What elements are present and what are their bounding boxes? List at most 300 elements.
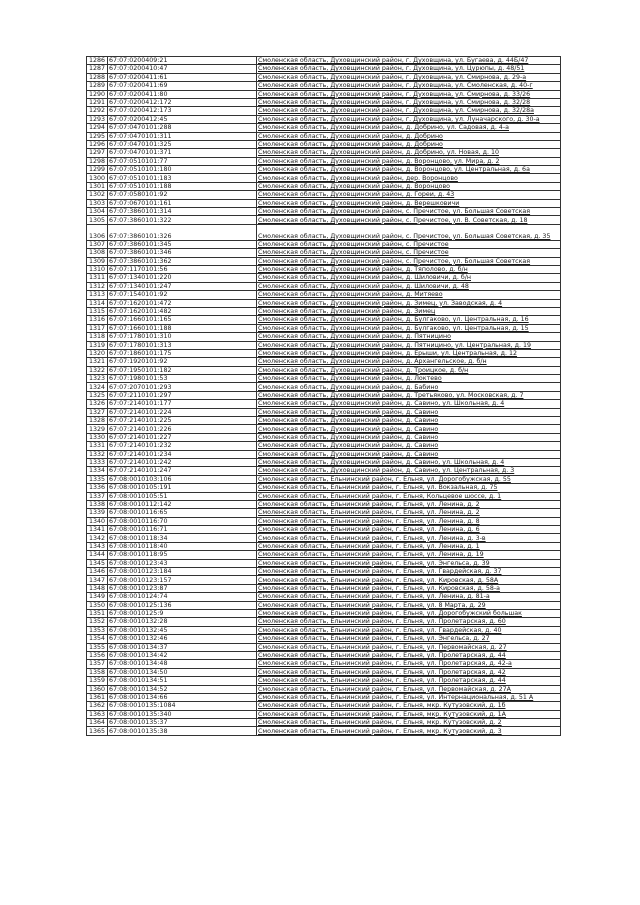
address-cell: Смоленская область, Ельнинский район, г. Ельня, ул. Пролетарская, д. 60 — [257, 618, 561, 626]
table-row — [87, 400, 561, 408]
cadastral-number-cell: 67:07:0510101:77 — [108, 157, 257, 165]
table-row — [87, 635, 561, 643]
table-row — [87, 333, 561, 341]
address-cell: Смоленская область, Ельнинский район, г. Ельня, ул. Пролетарская, д. 42-а — [257, 660, 561, 668]
table-row — [87, 140, 561, 148]
cadastral-number-cell: 67:07:1920101:92 — [108, 358, 257, 366]
table-row — [87, 534, 561, 542]
table-row — [87, 166, 561, 174]
cadastral-number-cell: 67:07:2140101:224 — [108, 408, 257, 416]
row-number-cell: 1298 — [87, 157, 108, 165]
table-row — [87, 316, 561, 324]
row-number-cell: 1301 — [87, 182, 108, 190]
cadastral-number-cell: 67:07:3860101:314 — [108, 208, 257, 216]
row-number-cell: 1330 — [87, 433, 108, 441]
cadastral-number-cell: 67:07:0510101:183 — [108, 174, 257, 182]
address-cell: Смоленская область, Духовщинский район, д. Архангельское, д. б/н — [257, 358, 561, 366]
cadastral-number-cell: 67:07:2140101:227 — [108, 433, 257, 441]
address-cell: Смоленская область, Духовщинский район, г. Духовщина, ул. Смоленская, д. 40-г — [257, 82, 561, 90]
table-row — [87, 559, 561, 567]
row-number-cell: 1335 — [87, 475, 108, 483]
address-cell: Смоленская область, Духовщинский район, г. Духовщина, ул. Смирнова, д. 33/26 — [257, 90, 561, 98]
address-cell: Смоленская область, Духовщинский район, д. Добрино — [257, 132, 561, 140]
table-row — [87, 82, 561, 90]
address-cell: Смоленская область, Духовщинский район, д. Бабино — [257, 383, 561, 391]
row-number-cell: 1304 — [87, 208, 108, 216]
cadastral-number-cell: 67:07:1860101:175 — [108, 349, 257, 357]
address-cell: Смоленская область, Духовщинский район, с. Пречистое — [257, 249, 561, 257]
address-cell: Смоленская область, Духовщинский район, д. Добрино — [257, 140, 561, 148]
address-cell: Смоленская область, Духовщинский район, д. Савино — [257, 433, 561, 441]
table-row — [87, 224, 561, 240]
address-cell: Смоленская область, Духовщинский район, д. Савино, ул. Центральная, д. 3 — [257, 467, 561, 475]
address-cell: Смоленская область, Духовщинский район, д. Савино, ул. Школьная, д. 4 — [257, 400, 561, 408]
cadastral-number-cell: 67:08:0010123:157 — [108, 576, 257, 584]
cadastral-number-cell: 67:08:0010135:340 — [108, 710, 257, 718]
address-cell: Смоленская область, Духовщинский район, г. Духовщина, ул. Смирнова, д. 32/28 — [257, 98, 561, 106]
table-row — [87, 408, 561, 416]
address-cell: Смоленская область, Ельнинский район, г. Ельня, ул. Ленина, д. 3-в — [257, 534, 561, 542]
address-cell: Смоленская область, Духовщинский район, д. Пятницино, ул. Центральная, д. 19 — [257, 341, 561, 349]
row-number-cell: 1296 — [87, 140, 108, 148]
address-cell: Смоленская область, Ельнинский район, г. Ельня, мкр. Кутузовский, д. 1б — [257, 702, 561, 710]
address-cell: Смоленская область, Духовщинский район, д. Савино, ул. Школьная, д. 4 — [257, 458, 561, 466]
row-number-cell: 1349 — [87, 593, 108, 601]
table-row — [87, 124, 561, 132]
cadastral-number-cell: 67:07:3860101:346 — [108, 249, 257, 257]
address-cell: Смоленская область, Ельнинский район, г. Ельня, ул. Ленина, д. 19 — [257, 551, 561, 559]
row-number-cell: 1324 — [87, 383, 108, 391]
table-row — [87, 668, 561, 676]
row-number-cell: 1328 — [87, 417, 108, 425]
table-row — [87, 651, 561, 659]
cadastral-number-cell: 67:08:0010132:28 — [108, 618, 257, 626]
table-row — [87, 467, 561, 475]
table-row — [87, 249, 561, 257]
cadastral-number-cell: 67:08:0010135:1084 — [108, 702, 257, 710]
row-number-cell: 1347 — [87, 576, 108, 584]
row-number-cell: 1302 — [87, 191, 108, 199]
row-number-cell: 1345 — [87, 559, 108, 567]
table-row — [87, 291, 561, 299]
cadastral-number-cell: 67:07:0470101:325 — [108, 140, 257, 148]
cadastral-number-cell: 67:07:0200412:45 — [108, 115, 257, 123]
cadastral-number-cell: 67:08:0010105:191 — [108, 484, 257, 492]
table-row — [87, 526, 561, 534]
address-cell: Смоленская область, Ельнинский район, г. Ельня, ул. Дорогобужская, д. 55 — [257, 475, 561, 483]
cadastral-number-cell: 67:07:0510101:180 — [108, 166, 257, 174]
address-cell: Смоленская область, Духовщинский район, д. Шиловичи, д. 48 — [257, 282, 561, 290]
table-row — [87, 610, 561, 618]
address-cell: Смоленская область, Духовщинский район, д. Савино — [257, 425, 561, 433]
table-row — [87, 391, 561, 399]
address-cell: Смоленская область, Ельнинский район, г. Ельня, ул. Энгельса, д. 27 — [257, 635, 561, 643]
table-row — [87, 643, 561, 651]
table-row — [87, 492, 561, 500]
row-number-cell: 1297 — [87, 149, 108, 157]
table-row — [87, 677, 561, 685]
table-row — [87, 484, 561, 492]
row-number-cell: 1287 — [87, 65, 108, 73]
address-cell: Смоленская область, Ельнинский район, г. Ельня, ул. Кировская, д. 58-а — [257, 584, 561, 592]
table-row — [87, 719, 561, 727]
cadastral-number-cell: 67:07:0580101:92 — [108, 191, 257, 199]
row-number-cell: 1303 — [87, 199, 108, 207]
row-number-cell: 1363 — [87, 710, 108, 718]
row-number-cell: 1352 — [87, 618, 108, 626]
address-cell: Смоленская область, Духовщинский район, д. Воронцово — [257, 182, 561, 190]
table-row — [87, 208, 561, 216]
address-cell: Смоленская область, Духовщинский район, г. Духовщина, ул. Луначарского, д. 30-а — [257, 115, 561, 123]
table-row — [87, 307, 561, 315]
row-number-cell: 1295 — [87, 132, 108, 140]
table-row — [87, 618, 561, 626]
address-cell: Смоленская область, Ельнинский район, г. Ельня, ул. Гвардейская, д. 40 — [257, 626, 561, 634]
address-cell: Смоленская область, Духовщинский район, д. Савино — [257, 408, 561, 416]
address-cell: Смоленская область, Духовщинский район, д. Воронцово, ул. Центральная, д. 6а — [257, 166, 561, 174]
cadastral-number-cell: 67:08:0010123:87 — [108, 584, 257, 592]
cadastral-number-cell: 67:07:1950101:182 — [108, 366, 257, 374]
table-row — [87, 274, 561, 282]
table-row — [87, 660, 561, 668]
row-number-cell: 1339 — [87, 509, 108, 517]
table-row — [87, 299, 561, 307]
table-row — [87, 132, 561, 140]
row-number-cell: 1319 — [87, 341, 108, 349]
cadastral-number-cell: 67:07:1340101:220 — [108, 274, 257, 282]
table-row — [87, 710, 561, 718]
cadastral-number-cell: 67:08:0010116:71 — [108, 526, 257, 534]
cadastral-number-cell: 67:07:1780101:310 — [108, 333, 257, 341]
table-row — [87, 702, 561, 710]
row-number-cell: 1311 — [87, 274, 108, 282]
cadastral-number-cell: 67:07:1340101:247 — [108, 282, 257, 290]
address-cell: Смоленская область, Духовщинский район, с. Пречистое — [257, 240, 561, 248]
table-row — [87, 358, 561, 366]
table-row — [87, 458, 561, 466]
cadastral-number-cell: 67:08:0010118:40 — [108, 542, 257, 550]
row-number-cell: 1348 — [87, 584, 108, 592]
address-cell: Смоленская область, Ельнинский район, г. Ельня, ул. Вокзальная, д. 75 — [257, 484, 561, 492]
cadastral-number-cell: 67:07:0200411:80 — [108, 90, 257, 98]
row-number-cell: 1359 — [87, 677, 108, 685]
row-number-cell: 1331 — [87, 442, 108, 450]
cadastral-number-cell: 67:07:2070101:293 — [108, 383, 257, 391]
table-row — [87, 417, 561, 425]
row-number-cell: 1290 — [87, 90, 108, 98]
address-cell: Смоленская область, Духовщинский район, с. Пречистое, ул. Большая Советская — [257, 257, 561, 265]
address-cell: Смоленская область, Духовщинский район, с. Пречистое, ул. В. Советская, д. 18 — [257, 216, 561, 224]
table-row — [87, 593, 561, 601]
cadastral-number-cell: 67:08:0010118:34 — [108, 534, 257, 542]
address-cell: Смоленская область, Ельнинский район, г. Ельня, ул. Энгельса, д. 39 — [257, 559, 561, 567]
row-number-cell: 1305 — [87, 216, 108, 224]
row-number-cell: 1318 — [87, 333, 108, 341]
row-number-cell: 1299 — [87, 166, 108, 174]
table-row — [87, 576, 561, 584]
address-cell: Смоленская область, Духовщинский район, д. Савино — [257, 417, 561, 425]
cadastral-number-cell: 67:07:2140101:225 — [108, 417, 257, 425]
row-number-cell: 1286 — [87, 57, 108, 65]
cadastral-number-cell: 67:07:0470101:288 — [108, 124, 257, 132]
cadastral-number-cell: 67:08:0010112:142 — [108, 500, 257, 508]
table-row — [87, 257, 561, 265]
cadastral-number-cell: 67:08:0010103:106 — [108, 475, 257, 483]
cadastral-number-cell: 67:08:0010116:65 — [108, 509, 257, 517]
address-cell: Смоленская область, Духовщинский район, с. Пречистое, ул. Большая Советская, д. 35 — [257, 224, 561, 240]
address-cell: Смоленская область, Духовщинский район, д. Шиловичи, д. б/н — [257, 274, 561, 282]
cadastral-number-cell: 67:07:1980101:53 — [108, 375, 257, 383]
table-row — [87, 509, 561, 517]
table-row — [87, 551, 561, 559]
cadastral-number-cell: 67:08:0010123:184 — [108, 568, 257, 576]
address-cell: Смоленская область, Духовщинский район, д. Ерыши, ул. Центральная, д. 12 — [257, 349, 561, 357]
row-number-cell: 1341 — [87, 526, 108, 534]
table-row — [87, 568, 561, 576]
address-cell: Смоленская область, Духовщинский район, г. Духовщина, ул. Бугаева, д. 44Б/47 — [257, 57, 561, 65]
cadastral-number-cell: 67:08:0010135:37 — [108, 719, 257, 727]
table-row — [87, 500, 561, 508]
address-cell: Смоленская область, Ельнинский район, г. Ельня, ул. Пролетарская, д. 44 — [257, 651, 561, 659]
row-number-cell: 1306 — [87, 224, 108, 240]
row-number-cell: 1289 — [87, 82, 108, 90]
table-row — [87, 626, 561, 634]
cadastral-number-cell: 67:07:0470101:371 — [108, 149, 257, 157]
table-row — [87, 98, 561, 106]
cadastral-number-cell: 67:07:3860101:326 — [108, 224, 257, 240]
table-row — [87, 115, 561, 123]
table-row — [87, 366, 561, 374]
row-number-cell: 1350 — [87, 601, 108, 609]
row-number-cell: 1320 — [87, 349, 108, 357]
table-row — [87, 191, 561, 199]
table-row — [87, 685, 561, 693]
table-row — [87, 282, 561, 290]
cadastral-number-cell: 67:07:1620101:472 — [108, 299, 257, 307]
table-row — [87, 65, 561, 73]
row-number-cell: 1346 — [87, 568, 108, 576]
table-row — [87, 425, 561, 433]
address-cell: Смоленская область, Духовщинский район, г. Духовщина, ул. Смирнова, д. 32/28а — [257, 107, 561, 115]
row-number-cell: 1316 — [87, 316, 108, 324]
cadastral-number-cell: 67:08:0010105:51 — [108, 492, 257, 500]
address-cell: Смоленская область, Духовщинский район, г. Духовщина, ул. Цурюпы, д. 48/51 — [257, 65, 561, 73]
cadastral-number-cell: 67:08:0010118:95 — [108, 551, 257, 559]
address-cell: Смоленская область, Ельнинский район, г. Ельня, ул. Ленина, д. 6 — [257, 526, 561, 534]
cadastral-number-cell: 67:07:0200410:47 — [108, 65, 257, 73]
row-number-cell: 1315 — [87, 307, 108, 315]
table-row — [87, 727, 561, 735]
row-number-cell: 1312 — [87, 282, 108, 290]
table-row — [87, 601, 561, 609]
row-number-cell: 1313 — [87, 291, 108, 299]
row-number-cell: 1337 — [87, 492, 108, 500]
cadastral-number-cell: 67:07:2140101:242 — [108, 458, 257, 466]
row-number-cell: 1321 — [87, 358, 108, 366]
cadastral-number-cell: 67:08:0010116:70 — [108, 517, 257, 525]
table-row — [87, 73, 561, 81]
cadastral-number-cell: 67:07:0510101:188 — [108, 182, 257, 190]
row-number-cell: 1333 — [87, 458, 108, 466]
address-cell: Смоленская область, Ельнинский район, г. Ельня, ул. Ленина, д. 81-а — [257, 593, 561, 601]
row-number-cell: 1308 — [87, 249, 108, 257]
address-cell: Смоленская область, Духовщинский район, д. Савино — [257, 450, 561, 458]
table-row — [87, 517, 561, 525]
address-cell: Смоленская область, Духовщинский район, д. Тяполово, д. б/н — [257, 265, 561, 273]
table-row — [87, 375, 561, 383]
cadastral-number-cell: 67:08:0010132:45 — [108, 626, 257, 634]
address-cell: Смоленская область, Духовщинский район, с. Пречистое, ул. Большая Советская — [257, 208, 561, 216]
row-number-cell: 1353 — [87, 626, 108, 634]
address-cell: Смоленская область, Ельнинский район, г. Ельня, ул. Гвардейская, д. 37 — [257, 568, 561, 576]
cadastral-number-cell: 67:08:0010134:48 — [108, 660, 257, 668]
cadastral-number-cell: 67:08:0010125:136 — [108, 601, 257, 609]
cadastral-number-cell: 67:08:0010124:74 — [108, 593, 257, 601]
row-number-cell: 1327 — [87, 408, 108, 416]
row-number-cell: 1291 — [87, 98, 108, 106]
table-row — [87, 107, 561, 115]
row-number-cell: 1362 — [87, 702, 108, 710]
address-cell: Смоленская область, Духовщинский район, д. Верешковичи — [257, 199, 561, 207]
cadastral-number-cell: 67:08:0010125:9 — [108, 610, 257, 618]
address-cell: Смоленская область, Духовщинский район, д. Митяево — [257, 291, 561, 299]
address-cell: Смоленская область, Духовщинский район, д. Зимец, ул. Заводская, д. 4 — [257, 299, 561, 307]
cadastral-number-cell: 67:08:0010134:51 — [108, 677, 257, 685]
address-cell: Смоленская область, Ельнинский район, г. Ельня, ул. Ленина, д. 2 — [257, 509, 561, 517]
cadastral-number-cell: 67:07:3860101:322 — [108, 216, 257, 224]
row-number-cell: 1351 — [87, 610, 108, 618]
table-row — [87, 433, 561, 441]
row-number-cell: 1356 — [87, 651, 108, 659]
cadastral-number-cell: 67:07:1620101:482 — [108, 307, 257, 315]
property-register-table — [86, 56, 561, 736]
row-number-cell: 1314 — [87, 299, 108, 307]
row-number-cell: 1357 — [87, 660, 108, 668]
row-number-cell: 1340 — [87, 517, 108, 525]
address-cell: Смоленская область, Ельнинский район, г. Ельня, ул. 8 Марта, д. 29 — [257, 601, 561, 609]
cadastral-number-cell: 67:07:0200411:69 — [108, 82, 257, 90]
row-number-cell: 1325 — [87, 391, 108, 399]
table-row — [87, 450, 561, 458]
row-number-cell: 1355 — [87, 643, 108, 651]
address-cell: Смоленская область, Духовщинский район, д. Воронцово, ул. Мира, д. 2 — [257, 157, 561, 165]
cadastral-number-cell: 67:07:3860101:345 — [108, 240, 257, 248]
row-number-cell: 1354 — [87, 635, 108, 643]
cadastral-number-cell: 67:08:0010134:66 — [108, 693, 257, 701]
table-row — [87, 442, 561, 450]
cadastral-number-cell: 67:07:2140101:226 — [108, 425, 257, 433]
address-cell: Смоленская область, Ельнинский район, г. Ельня, мкр. Кутузовский, д. 1А — [257, 710, 561, 718]
address-cell: Смоленская область, Ельнинский район, г. Ельня, ул. Интернациональная, д. 51 А — [257, 693, 561, 701]
row-number-cell: 1317 — [87, 324, 108, 332]
cadastral-number-cell: 67:08:0010135:38 — [108, 727, 257, 735]
table-row — [87, 199, 561, 207]
table-row — [87, 149, 561, 157]
cadastral-number-cell: 67:07:1170101:56 — [108, 265, 257, 273]
table-row — [87, 90, 561, 98]
row-number-cell: 1334 — [87, 467, 108, 475]
cadastral-number-cell: 67:07:3860101:362 — [108, 257, 257, 265]
address-cell: Смоленская область, Духовщинский район, д. Савино — [257, 442, 561, 450]
table-row — [87, 157, 561, 165]
address-cell: Смоленская область, Ельнинский район, г. Ельня, ул. Первомайская, д. 27А — [257, 685, 561, 693]
row-number-cell: 1309 — [87, 257, 108, 265]
row-number-cell: 1288 — [87, 73, 108, 81]
cadastral-number-cell: 67:07:1660101:165 — [108, 316, 257, 324]
table-row — [87, 324, 561, 332]
address-cell: Смоленская область, Духовщинский район, д. Булгаково, ул. Центральная, д. 15 — [257, 324, 561, 332]
cadastral-number-cell: 67:07:1660101:188 — [108, 324, 257, 332]
cadastral-number-cell: 67:08:0010134:42 — [108, 651, 257, 659]
row-number-cell: 1332 — [87, 450, 108, 458]
table-body — [87, 57, 561, 736]
row-number-cell: 1329 — [87, 425, 108, 433]
cadastral-number-cell: 67:08:0010134:52 — [108, 685, 257, 693]
address-cell: Смоленская область, Духовщинский район, д. Добрино, ул. Новая, д. 10 — [257, 149, 561, 157]
address-cell: Смоленская область, Ельнинский район, г. Ельня, ул. Кировская, д. 58А — [257, 576, 561, 584]
row-number-cell: 1322 — [87, 366, 108, 374]
row-number-cell: 1364 — [87, 719, 108, 727]
row-number-cell: 1310 — [87, 265, 108, 273]
cadastral-number-cell: 67:07:2140101:247 — [108, 467, 257, 475]
address-cell: Смоленская область, Ельнинский район, г. Ельня, мкр. Кутузовский, д. 3 — [257, 727, 561, 735]
address-cell: Смоленская область, Ельнинский район, г. Ельня, ул. Дорогобужский большак — [257, 610, 561, 618]
table-row — [87, 341, 561, 349]
address-cell: Смоленская область, Ельнинский район, г. Ельня, ул. Первомайская, д. 27 — [257, 643, 561, 651]
table-row — [87, 584, 561, 592]
table-row — [87, 240, 561, 248]
row-number-cell: 1307 — [87, 240, 108, 248]
table-row — [87, 265, 561, 273]
address-cell: Смоленская область, Ельнинский район, г. Ельня, ул. Ленина, д. 2 — [257, 500, 561, 508]
row-number-cell: 1344 — [87, 551, 108, 559]
address-cell: Смоленская область, Духовщинский район, д. Зимец — [257, 307, 561, 315]
cadastral-number-cell: 67:07:0200412:173 — [108, 107, 257, 115]
row-number-cell: 1343 — [87, 542, 108, 550]
cadastral-number-cell: 67:07:0200409:21 — [108, 57, 257, 65]
cadastral-number-cell: 67:08:0010134:50 — [108, 668, 257, 676]
address-cell: Смоленская область, Духовщинский район, д. Гореи, д. 43 — [257, 191, 561, 199]
cadastral-number-cell: 67:07:1540101:92 — [108, 291, 257, 299]
cadastral-number-cell: 67:08:0010132:46 — [108, 635, 257, 643]
row-number-cell: 1361 — [87, 693, 108, 701]
row-number-cell: 1326 — [87, 400, 108, 408]
address-cell: Смоленская область, Духовщинский район, д. Троицкое, д. б/н — [257, 366, 561, 374]
address-cell: Смоленская область, Духовщинский район, д. Булгаково, ул. Центральная, д. 16 — [257, 316, 561, 324]
row-number-cell: 1336 — [87, 484, 108, 492]
address-cell: Смоленская область, Духовщинский район, г. Духовщина, ул. Смирнова, д. 29-а — [257, 73, 561, 81]
cadastral-number-cell: 67:07:0470101:311 — [108, 132, 257, 140]
cadastral-number-cell: 67:07:0200411:61 — [108, 73, 257, 81]
row-number-cell: 1360 — [87, 685, 108, 693]
table-row — [87, 383, 561, 391]
address-cell: Смоленская область, Ельнинский район, г. Ельня, ул. Пролетарская, д. 44 — [257, 677, 561, 685]
table-row — [87, 182, 561, 190]
row-number-cell: 1294 — [87, 124, 108, 132]
table-row — [87, 475, 561, 483]
row-number-cell: 1323 — [87, 375, 108, 383]
cadastral-number-cell: 67:07:1780101:313 — [108, 341, 257, 349]
address-cell: Смоленская область, Ельнинский район, г. Ельня, Кольцевое шоссе, д. 1 — [257, 492, 561, 500]
row-number-cell: 1358 — [87, 668, 108, 676]
table-row — [87, 174, 561, 182]
row-number-cell: 1293 — [87, 115, 108, 123]
address-cell: Смоленская область, Духовщинский район, дер. Воронцово — [257, 174, 561, 182]
row-number-cell: 1338 — [87, 500, 108, 508]
address-cell: Смоленская область, Духовщинский район, д. Третьяково, ул. Московская, д. 7 — [257, 391, 561, 399]
table-row — [87, 216, 561, 224]
cadastral-number-cell: 67:08:0010134:37 — [108, 643, 257, 651]
